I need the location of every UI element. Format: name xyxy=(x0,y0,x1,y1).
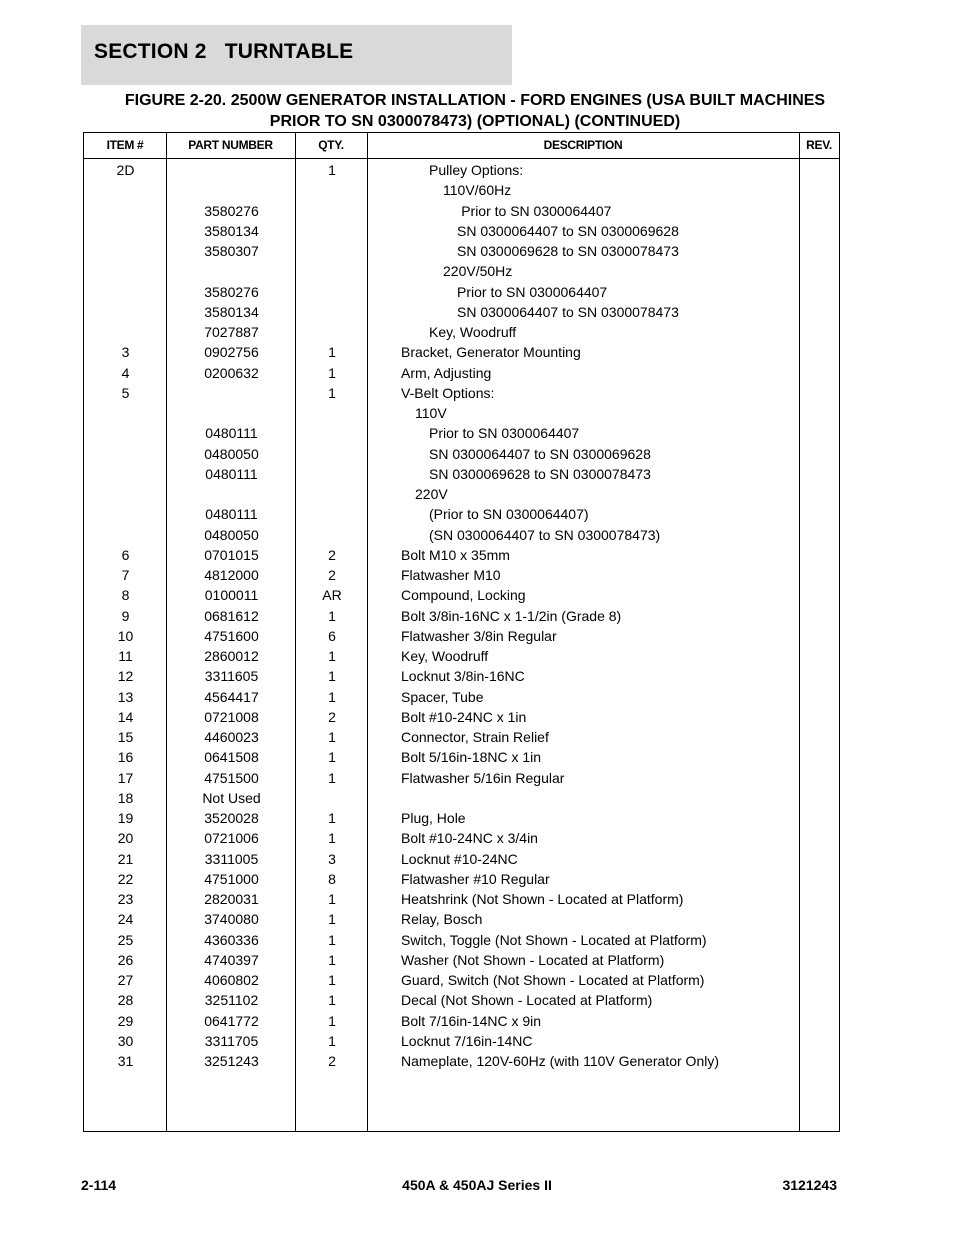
part-number: 0721008 xyxy=(204,708,259,725)
table-header-row xyxy=(84,133,839,159)
description: Prior to SN 0300064407 xyxy=(461,202,612,219)
table-row xyxy=(84,464,839,484)
quantity: 8 xyxy=(328,870,336,887)
table-row xyxy=(84,363,839,383)
table-row xyxy=(84,828,839,848)
part-number: 3580276 xyxy=(204,283,259,300)
table-row xyxy=(84,1031,839,1051)
parts-table xyxy=(83,132,840,1132)
table-row xyxy=(84,646,839,666)
table-row xyxy=(84,1051,839,1071)
table-row xyxy=(84,423,839,443)
quantity: 2 xyxy=(328,567,336,583)
header-part-number: PART NUMBER xyxy=(188,138,273,152)
table-row xyxy=(84,930,839,950)
quantity: 1 xyxy=(328,830,336,847)
description: Key, Woodruff xyxy=(429,324,517,340)
figure-title xyxy=(60,90,890,132)
part-number: 7027887 xyxy=(204,324,259,340)
item-number: 20 xyxy=(117,830,134,847)
table-row xyxy=(84,585,839,605)
table-row xyxy=(84,869,839,889)
table-row xyxy=(84,342,839,362)
part-number: 0681612 xyxy=(204,607,259,624)
description: Flatwasher #10 Regular xyxy=(401,870,550,887)
part-number: 0701015 xyxy=(204,546,259,563)
table-row xyxy=(84,889,839,909)
item-number: 18 xyxy=(117,789,134,806)
part-number: 0480111 xyxy=(205,425,258,442)
part-number: 4740397 xyxy=(204,951,259,968)
quantity: 1 xyxy=(328,992,336,1009)
description: Locknut 7/16in-14NC xyxy=(401,1032,533,1049)
description: 220V/50Hz xyxy=(443,263,513,280)
quantity: 1 xyxy=(328,951,336,968)
table-row xyxy=(84,180,839,200)
item-number: 10 xyxy=(117,627,134,644)
part-number: 4360336 xyxy=(204,931,259,948)
item-number: 8 xyxy=(121,587,130,604)
table-row xyxy=(84,241,839,261)
description: Bolt #10-24NC x 3/4in xyxy=(401,830,538,847)
table-row xyxy=(84,160,839,180)
table-row xyxy=(84,788,839,808)
description: Flatwasher M10 xyxy=(401,567,501,583)
table-row xyxy=(84,1011,839,1031)
header-description: DESCRIPTION xyxy=(543,138,623,152)
part-number: 0902756 xyxy=(204,344,259,361)
item-number: 25 xyxy=(117,931,134,948)
item-number: 16 xyxy=(117,749,134,766)
description: Bolt 5/16in-18NC x 1in xyxy=(401,749,542,766)
quantity: 1 xyxy=(328,668,336,685)
description: Guard, Switch (Not Shown - Located at Platform) xyxy=(401,972,705,988)
part-number: 4812000 xyxy=(204,567,259,583)
part-number: 0480111 xyxy=(205,506,258,523)
table-row xyxy=(84,504,839,524)
quantity: 1 xyxy=(328,1032,336,1049)
description: Key, Woodruff xyxy=(401,648,489,664)
item-number: 31 xyxy=(117,1053,134,1069)
description: Locknut #10-24NC xyxy=(401,850,518,867)
item-number: 29 xyxy=(117,1012,134,1029)
description: Connector, Strain Relief xyxy=(401,729,549,745)
part-number: 0641508 xyxy=(204,749,259,766)
quantity: 6 xyxy=(328,627,336,644)
description: Flatwasher 3/8in Regular xyxy=(401,627,557,644)
table-row xyxy=(84,666,839,686)
header-qty: QTY. xyxy=(318,138,344,152)
description: Pulley Options: xyxy=(429,162,524,178)
item-number: 6 xyxy=(121,546,130,563)
table-row xyxy=(84,565,839,585)
footer-model: 450A & 450AJ Series II xyxy=(402,1177,552,1193)
table-row xyxy=(84,849,839,869)
table-row xyxy=(84,261,839,281)
quantity: 1 xyxy=(328,648,336,664)
header-rev: REV. xyxy=(806,138,832,152)
part-number: 3311705 xyxy=(204,1032,259,1049)
description: Heatshrink (Not Shown - Located at Platform) xyxy=(401,891,684,907)
table-row xyxy=(84,626,839,646)
part-number: 3580307 xyxy=(204,243,259,259)
description: Bolt M10 x 35mm xyxy=(401,546,510,563)
table-row xyxy=(84,201,839,221)
description: 110V/60Hz xyxy=(443,182,512,199)
item-number: 24 xyxy=(117,911,134,928)
item-number: 12 xyxy=(117,668,134,685)
part-number: 4564417 xyxy=(204,688,259,705)
description: V-Belt Options: xyxy=(401,384,495,401)
description: 110V xyxy=(415,405,447,421)
part-number: 4460023 xyxy=(204,729,259,745)
part-number: 3311605 xyxy=(204,668,259,685)
item-number: 14 xyxy=(117,708,134,725)
quantity: 1 xyxy=(328,749,336,766)
quantity: 1 xyxy=(328,688,336,705)
item-number: 3 xyxy=(121,344,130,361)
footer-page-number: 2-114 xyxy=(81,1177,117,1193)
part-number: 3251102 xyxy=(204,992,259,1009)
description: 220V xyxy=(415,486,448,502)
part-number: 4751500 xyxy=(204,769,259,786)
table-row xyxy=(84,545,839,565)
description: Locknut 3/8in-16NC xyxy=(401,668,525,685)
table-row xyxy=(84,909,839,929)
description: Washer (Not Shown - Located at Platform) xyxy=(401,951,665,968)
table-row xyxy=(84,383,839,403)
quantity: 1 xyxy=(328,729,336,745)
part-number: 3311005 xyxy=(204,850,259,867)
item-number: 5 xyxy=(121,384,130,401)
quantity: 1 xyxy=(328,931,336,948)
description: Bracket, Generator Mounting xyxy=(401,344,581,361)
figure-title-line-2: PRIOR TO SN 0300078473) (OPTIONAL) (CONTINUED) xyxy=(269,113,681,130)
quantity: 1 xyxy=(328,769,336,786)
quantity: 1 xyxy=(328,162,336,178)
item-number: 19 xyxy=(117,810,134,826)
quantity: 1 xyxy=(328,810,336,826)
quantity: 3 xyxy=(328,850,336,867)
quantity: 2 xyxy=(328,1053,336,1069)
part-number: 3520028 xyxy=(204,810,259,826)
part-number: 0641772 xyxy=(204,1012,259,1029)
table-row xyxy=(84,525,839,545)
part-number: 2820031 xyxy=(204,891,259,907)
description: Flatwasher 5/16in Regular xyxy=(401,769,565,786)
item-number: 4 xyxy=(121,364,130,381)
table-row xyxy=(84,970,839,990)
part-number: 0480111 xyxy=(205,465,258,482)
description: Decal (Not Shown - Located at Platform) xyxy=(401,992,653,1009)
description: Bolt 7/16in-14NC x 9in xyxy=(401,1012,542,1029)
section-title: SECTION 2 TURNTABLE xyxy=(94,40,354,63)
table-row xyxy=(84,687,839,707)
table-row xyxy=(84,484,839,504)
figure-title-line-1: FIGURE 2-20. 2500W GENERATOR INSTALLATION - FORD ENGINES (USA BUILT MACHINES xyxy=(124,92,826,109)
header-item: ITEM # xyxy=(106,138,144,152)
quantity: 1 xyxy=(328,384,336,401)
table-row xyxy=(84,950,839,970)
table-row xyxy=(84,990,839,1010)
item-number: 22 xyxy=(117,870,134,887)
part-number: 4060802 xyxy=(204,972,259,988)
table-row xyxy=(84,768,839,788)
part-number: 0480050 xyxy=(204,445,259,462)
table-row xyxy=(84,221,839,241)
table-body xyxy=(84,160,839,1071)
part-number: 4751000 xyxy=(204,870,259,887)
item-number: 23 xyxy=(117,891,134,907)
quantity: 1 xyxy=(328,891,336,907)
description: (SN 0300064407 to SN 0300078473) xyxy=(429,526,661,543)
description: Prior to SN 0300064407 xyxy=(457,283,608,300)
table-row xyxy=(84,403,839,423)
description: Relay, Bosch xyxy=(401,911,483,928)
part-number: Not Used xyxy=(202,789,261,806)
description: SN 0300064407 to SN 0300069628 xyxy=(429,445,651,462)
table-row xyxy=(84,302,839,322)
table-row xyxy=(84,322,839,342)
item-number: 13 xyxy=(117,688,134,705)
part-number: 3740080 xyxy=(204,911,259,928)
quantity: 1 xyxy=(328,364,336,381)
description: SN 0300064407 to SN 0300069628 xyxy=(457,222,679,239)
description: Bolt 3/8in-16NC x 1-1/2in (Grade 8) xyxy=(401,607,622,624)
part-number: 0100011 xyxy=(204,587,259,604)
part-number: 3580134 xyxy=(204,222,259,239)
item-number: 26 xyxy=(117,951,134,968)
quantity: 2 xyxy=(328,546,336,563)
table-row xyxy=(84,747,839,767)
item-number: 30 xyxy=(117,1032,134,1049)
item-number: 28 xyxy=(117,992,134,1009)
footer-document-number: 3121243 xyxy=(782,1177,837,1193)
table-row xyxy=(84,282,839,302)
description: Switch, Toggle (Not Shown - Located at Platform) xyxy=(401,931,707,948)
table-row xyxy=(84,707,839,727)
part-number: 3251243 xyxy=(204,1053,259,1069)
quantity: AR xyxy=(322,587,342,604)
description: Nameplate, 120V-60Hz (with 110V Generator Only) xyxy=(401,1053,720,1069)
description: Spacer, Tube xyxy=(401,688,484,705)
table-row xyxy=(84,444,839,464)
quantity: 1 xyxy=(328,972,336,988)
quantity: 1 xyxy=(328,344,336,361)
quantity: 1 xyxy=(328,1012,336,1029)
item-number: 11 xyxy=(118,648,133,664)
table-row xyxy=(84,606,839,626)
part-number: 0200632 xyxy=(204,364,259,381)
part-number: 0721006 xyxy=(204,830,259,847)
quantity: 2 xyxy=(328,708,336,725)
quantity: 1 xyxy=(328,607,336,624)
part-number: 2860012 xyxy=(204,648,259,664)
description: Prior to SN 0300064407 xyxy=(429,425,580,442)
part-number: 3580134 xyxy=(204,303,259,320)
table-row xyxy=(84,808,839,828)
item-number: 27 xyxy=(117,972,134,988)
description: Plug, Hole xyxy=(401,810,466,826)
description: SN 0300064407 to SN 0300078473 xyxy=(457,303,679,320)
description: Compound, Locking xyxy=(401,587,526,604)
item-number: 2D xyxy=(116,162,135,178)
item-number: 9 xyxy=(121,607,130,624)
item-number: 21 xyxy=(117,850,134,867)
description: Arm, Adjusting xyxy=(401,364,492,381)
part-number: 3580276 xyxy=(204,202,259,219)
table-row xyxy=(84,727,839,747)
item-number: 7 xyxy=(121,567,130,583)
item-number: 17 xyxy=(117,769,134,786)
description: (Prior to SN 0300064407) xyxy=(429,506,589,523)
part-number: 0480050 xyxy=(204,526,259,543)
quantity: 1 xyxy=(328,911,336,928)
description: Bolt #10-24NC x 1in xyxy=(401,708,527,725)
description: SN 0300069628 to SN 0300078473 xyxy=(457,243,679,259)
description: SN 0300069628 to SN 0300078473 xyxy=(429,465,651,482)
part-number: 4751600 xyxy=(204,627,259,644)
item-number: 15 xyxy=(117,729,134,745)
